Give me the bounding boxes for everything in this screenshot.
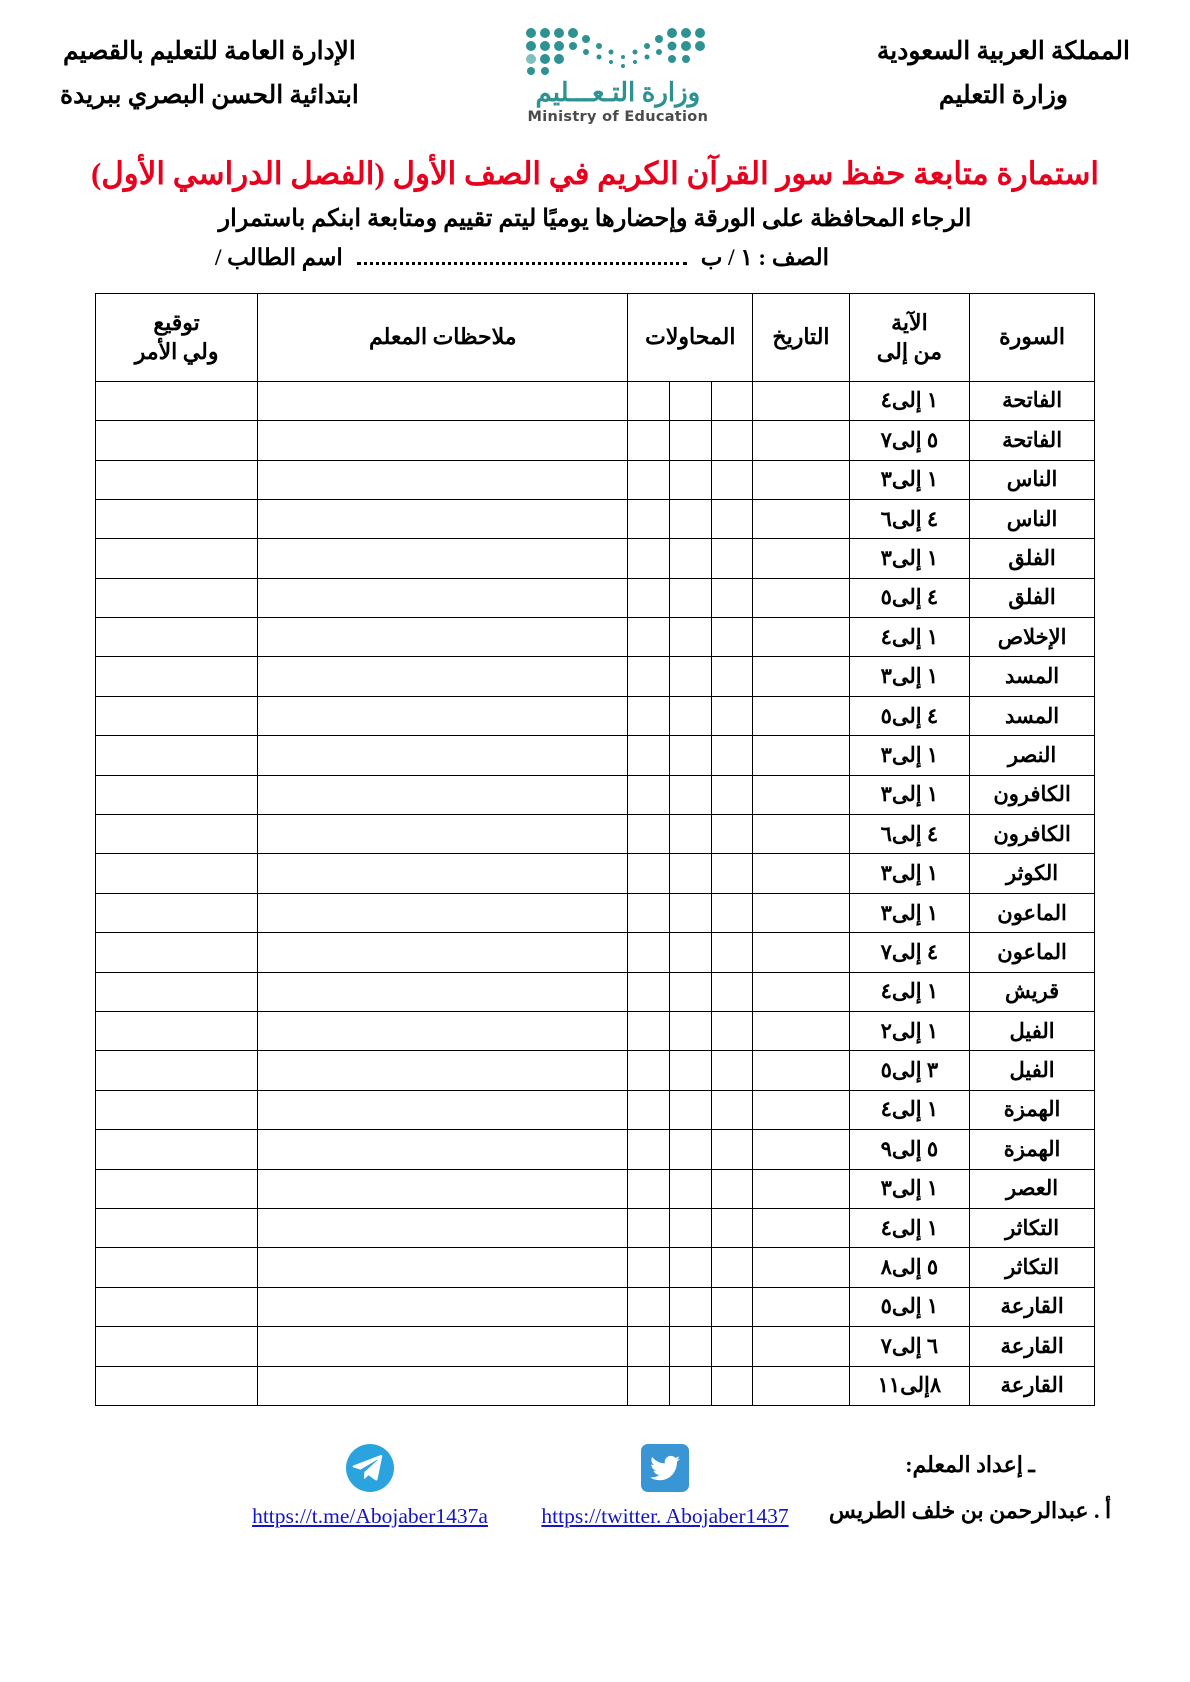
cell-attempt-3[interactable] xyxy=(628,1169,670,1208)
table-row xyxy=(96,736,1095,775)
cell-attempt-1[interactable] xyxy=(711,1090,753,1129)
prepared-by-label: ـ إعداد المعلم: xyxy=(905,1451,1035,1477)
cell-date[interactable] xyxy=(753,1287,849,1326)
cell-date[interactable] xyxy=(753,1012,849,1051)
cell-date[interactable] xyxy=(753,1208,849,1247)
cell-surah: القارعة xyxy=(970,1287,1095,1326)
cell-guardian-signature[interactable] xyxy=(96,1051,258,1090)
cell-guardian-signature[interactable] xyxy=(96,381,258,420)
header-ayah-line1: الآية xyxy=(891,309,928,335)
cell-attempt-3[interactable] xyxy=(628,1012,670,1051)
cell-surah: التكاثر xyxy=(970,1208,1095,1247)
cell-attempt-1[interactable] xyxy=(711,1287,753,1326)
cell-guardian-signature[interactable] xyxy=(96,1287,258,1326)
cell-attempt-1[interactable] xyxy=(711,499,753,538)
cell-attempt-2[interactable] xyxy=(670,1287,712,1326)
cell-attempt-1[interactable] xyxy=(711,1051,753,1090)
cell-attempt-1[interactable] xyxy=(711,933,753,972)
cell-attempt-2[interactable] xyxy=(670,736,712,775)
cell-date[interactable] xyxy=(753,381,849,420)
table-row xyxy=(96,1327,1095,1366)
header-ministry-line: وزارة التعليم xyxy=(938,81,1068,109)
cell-attempt-2[interactable] xyxy=(670,381,712,420)
cell-attempt-1[interactable] xyxy=(711,1012,753,1051)
cell-attempt-1[interactable] xyxy=(711,1130,753,1169)
cell-date[interactable] xyxy=(753,618,849,657)
cell-surah: الفيل xyxy=(970,1051,1095,1090)
cell-ayah-range: ١ إلى٣ xyxy=(849,775,969,814)
header-ayah-line2: من إلى xyxy=(876,339,942,365)
cell-guardian-signature[interactable] xyxy=(96,657,258,696)
cell-date[interactable] xyxy=(753,1248,849,1287)
table-row xyxy=(96,972,1095,1011)
table-row xyxy=(96,499,1095,538)
cell-teacher-notes[interactable] xyxy=(258,815,628,854)
table-row xyxy=(96,1130,1095,1169)
cell-surah: الفلق xyxy=(970,539,1095,578)
cell-teacher-notes[interactable] xyxy=(258,1169,628,1208)
ministry-logo xyxy=(493,22,743,125)
cell-ayah-range: ١ إلى٤ xyxy=(849,972,969,1011)
cell-ayah-range: ١ إلى٢ xyxy=(849,1012,969,1051)
table-row xyxy=(96,618,1095,657)
cell-attempt-2[interactable] xyxy=(670,618,712,657)
header-kingdom-line: المملكة العربية السعودية xyxy=(876,38,1130,65)
cell-attempt-1[interactable] xyxy=(711,815,753,854)
cell-guardian-signature[interactable] xyxy=(96,972,258,1011)
cell-ayah-range: ١ إلى٤ xyxy=(849,1208,969,1247)
cell-attempt-1[interactable] xyxy=(711,539,753,578)
cell-guardian-signature[interactable] xyxy=(96,421,258,460)
cell-attempt-2[interactable] xyxy=(670,775,712,814)
cell-attempt-3[interactable] xyxy=(628,657,670,696)
cell-surah: الإخلاص xyxy=(970,618,1095,657)
cell-attempt-3[interactable] xyxy=(628,933,670,972)
cell-surah: الناس xyxy=(970,499,1095,538)
cell-guardian-signature[interactable] xyxy=(96,1090,258,1129)
header-notes: ملاحظات المعلم xyxy=(258,293,628,381)
cell-attempt-2[interactable] xyxy=(670,1248,712,1287)
cell-attempt-1[interactable] xyxy=(711,460,753,499)
cell-ayah-range: ٤ إلى٧ xyxy=(849,933,969,972)
header-directorate-line: الإدارة العامة للتعليم بالقصيم xyxy=(62,38,356,65)
cell-teacher-notes[interactable] xyxy=(258,460,628,499)
cell-date[interactable] xyxy=(753,1327,849,1366)
cell-teacher-notes[interactable] xyxy=(258,1327,628,1366)
page-subtitle: الرجاء المحافظة على الورقة وإحضارها يوميًا ليتم تقييم ومتابعة ابنكم باستمرار xyxy=(218,205,972,232)
cell-surah: القارعة xyxy=(970,1366,1095,1405)
cell-surah: الفلق xyxy=(970,578,1095,617)
cell-ayah-range: ٤ إلى٥ xyxy=(849,578,969,617)
cell-surah: الكافرون xyxy=(970,815,1095,854)
table-row xyxy=(96,1248,1095,1287)
cell-ayah-range: ٦ إلى٧ xyxy=(849,1327,969,1366)
cell-teacher-notes[interactable] xyxy=(258,933,628,972)
teacher-name: أ . عبدالرحمن بن خلف الطريس xyxy=(828,1498,1112,1524)
header-ayah xyxy=(849,293,969,381)
cell-attempt-1[interactable] xyxy=(711,618,753,657)
cell-date[interactable] xyxy=(753,1051,849,1090)
cell-ayah-range: ١ إلى٣ xyxy=(849,657,969,696)
cell-teacher-notes[interactable] xyxy=(258,1287,628,1326)
memorization-table-wrapper xyxy=(95,293,1095,1406)
cell-surah: الناس xyxy=(970,460,1095,499)
cell-attempt-2[interactable] xyxy=(670,696,712,735)
cell-ayah-range: ٥ إلى٩ xyxy=(849,1130,969,1169)
cell-attempt-3[interactable] xyxy=(628,815,670,854)
cell-attempt-2[interactable] xyxy=(670,1169,712,1208)
cell-date[interactable] xyxy=(753,657,849,696)
cell-surah: الكافرون xyxy=(970,775,1095,814)
cell-ayah-range: ١ إلى٣ xyxy=(849,893,969,932)
cell-attempt-1[interactable] xyxy=(711,1366,753,1405)
header-date: التاريخ xyxy=(753,293,849,381)
cell-attempt-1[interactable] xyxy=(711,657,753,696)
cell-guardian-signature[interactable] xyxy=(96,736,258,775)
cell-attempt-2[interactable] xyxy=(670,460,712,499)
cell-attempt-3[interactable] xyxy=(628,696,670,735)
twitter-block[interactable] xyxy=(520,1442,810,1529)
twitter-icon[interactable] xyxy=(639,1442,691,1494)
cell-attempt-2[interactable] xyxy=(670,972,712,1011)
logo-english-text: Ministry of Education xyxy=(527,109,709,125)
teacher-credit-block xyxy=(810,1442,1130,1534)
cell-date[interactable] xyxy=(753,1366,849,1405)
cell-attempt-3[interactable] xyxy=(628,972,670,1011)
cell-teacher-notes[interactable] xyxy=(258,893,628,932)
table-body xyxy=(96,381,1095,1405)
telegram-block[interactable] xyxy=(220,1442,520,1529)
cell-date[interactable] xyxy=(753,893,849,932)
table-row xyxy=(96,421,1095,460)
cell-guardian-signature[interactable] xyxy=(96,933,258,972)
table-row xyxy=(96,1090,1095,1129)
cell-attempt-2[interactable] xyxy=(670,421,712,460)
cell-attempt-3[interactable] xyxy=(628,775,670,814)
cell-guardian-signature[interactable] xyxy=(96,1248,258,1287)
cell-attempt-1[interactable] xyxy=(711,893,753,932)
cell-attempt-2[interactable] xyxy=(670,1051,712,1090)
cell-surah: النصر xyxy=(970,736,1095,775)
cell-date[interactable] xyxy=(753,578,849,617)
cell-teacher-notes[interactable] xyxy=(258,1051,628,1090)
cell-teacher-notes[interactable] xyxy=(258,657,628,696)
cell-attempt-3[interactable] xyxy=(628,539,670,578)
cell-guardian-signature[interactable] xyxy=(96,854,258,893)
cell-ayah-range: ٥ إلى٧ xyxy=(849,421,969,460)
cell-guardian-signature[interactable] xyxy=(96,1366,258,1405)
cell-ayah-range: ٥ إلى٨ xyxy=(849,1248,969,1287)
cell-attempt-2[interactable] xyxy=(670,499,712,538)
cell-attempt-2[interactable] xyxy=(670,1366,712,1405)
header-right-block xyxy=(877,22,1130,118)
cell-teacher-notes[interactable] xyxy=(258,539,628,578)
page-footer xyxy=(0,1442,1190,1534)
cell-surah: الهمزة xyxy=(970,1130,1095,1169)
cell-guardian-signature[interactable] xyxy=(96,578,258,617)
table-row xyxy=(96,1366,1095,1405)
cell-attempt-1[interactable] xyxy=(711,736,753,775)
cell-attempt-3[interactable] xyxy=(628,460,670,499)
cell-ayah-range: ٨إلى١١ xyxy=(849,1366,969,1405)
cell-surah: الماعون xyxy=(970,893,1095,932)
cell-teacher-notes[interactable] xyxy=(258,775,628,814)
cell-attempt-2[interactable] xyxy=(670,893,712,932)
cell-attempt-2[interactable] xyxy=(670,578,712,617)
cell-date[interactable] xyxy=(753,460,849,499)
cell-teacher-notes[interactable] xyxy=(258,1090,628,1129)
cell-guardian-signature[interactable] xyxy=(96,499,258,538)
cell-guardian-signature[interactable] xyxy=(96,1208,258,1247)
cell-guardian-signature[interactable] xyxy=(96,539,258,578)
cell-date[interactable] xyxy=(753,696,849,735)
table-row xyxy=(96,1208,1095,1247)
cell-date[interactable] xyxy=(753,539,849,578)
cell-attempt-1[interactable] xyxy=(711,854,753,893)
cell-attempt-3[interactable] xyxy=(628,1130,670,1169)
memorization-table xyxy=(95,293,1095,1406)
cell-guardian-signature[interactable] xyxy=(96,1012,258,1051)
cell-date[interactable] xyxy=(753,1130,849,1169)
cell-teacher-notes[interactable] xyxy=(258,421,628,460)
cell-attempt-1[interactable] xyxy=(711,381,753,420)
header-attempts: المحاولات xyxy=(628,293,753,381)
cell-teacher-notes[interactable] xyxy=(258,1248,628,1287)
cell-date[interactable] xyxy=(753,736,849,775)
telegram-icon[interactable] xyxy=(344,1442,396,1494)
cell-attempt-3[interactable] xyxy=(628,736,670,775)
cell-attempt-2[interactable] xyxy=(670,1090,712,1129)
cell-attempt-1[interactable] xyxy=(711,775,753,814)
cell-surah: الهمزة xyxy=(970,1090,1095,1129)
cell-ayah-range: ٤ إلى٥ xyxy=(849,696,969,735)
cell-ayah-range: ١ إلى٣ xyxy=(849,460,969,499)
cell-attempt-2[interactable] xyxy=(670,539,712,578)
cell-attempt-3[interactable] xyxy=(628,1090,670,1129)
cell-date[interactable] xyxy=(753,499,849,538)
cell-ayah-range: ١ إلى٤ xyxy=(849,1090,969,1129)
header-signature xyxy=(96,293,258,381)
cell-guardian-signature[interactable] xyxy=(96,1130,258,1169)
cell-ayah-range: ١ إلى٥ xyxy=(849,1287,969,1326)
cell-teacher-notes[interactable] xyxy=(258,696,628,735)
cell-teacher-notes[interactable] xyxy=(258,1130,628,1169)
header-school-line: ابتدائية الحسن البصري ببريدة xyxy=(60,81,359,109)
cell-ayah-range: ٤ إلى٦ xyxy=(849,815,969,854)
cell-attempt-2[interactable] xyxy=(670,815,712,854)
table-row xyxy=(96,1169,1095,1208)
cell-surah: التكاثر xyxy=(970,1248,1095,1287)
cell-attempt-3[interactable] xyxy=(628,1287,670,1326)
cell-guardian-signature[interactable] xyxy=(96,618,258,657)
page-header xyxy=(0,0,1190,125)
table-row xyxy=(96,775,1095,814)
cell-teacher-notes[interactable] xyxy=(258,381,628,420)
cell-attempt-3[interactable] xyxy=(628,499,670,538)
cell-attempt-3[interactable] xyxy=(628,618,670,657)
header-left-block xyxy=(60,22,359,118)
student-name-blank[interactable] xyxy=(357,250,687,265)
cell-date[interactable] xyxy=(753,421,849,460)
header-signature-line1: توقيع xyxy=(153,309,200,335)
header-signature-line2: ولي الأمر xyxy=(134,339,219,365)
cell-attempt-1[interactable] xyxy=(711,1248,753,1287)
grade-label: الصف : ١ / ب xyxy=(700,244,829,270)
cell-teacher-notes[interactable] xyxy=(258,499,628,538)
table-row xyxy=(96,933,1095,972)
table-row xyxy=(96,854,1095,893)
cell-date[interactable] xyxy=(753,1090,849,1129)
cell-guardian-signature[interactable] xyxy=(96,893,258,932)
table-row xyxy=(96,1051,1095,1090)
table-row xyxy=(96,539,1095,578)
cell-attempt-3[interactable] xyxy=(628,381,670,420)
cell-attempt-3[interactable] xyxy=(628,1327,670,1366)
cell-surah: الماعون xyxy=(970,933,1095,972)
cell-attempt-2[interactable] xyxy=(670,933,712,972)
logo-arabic-text: وزارة التـعـــليم xyxy=(535,78,701,107)
cell-attempt-2[interactable] xyxy=(670,657,712,696)
cell-surah: الفاتحة xyxy=(970,381,1095,420)
cell-ayah-range: ١ إلى٤ xyxy=(849,381,969,420)
cell-attempt-3[interactable] xyxy=(628,893,670,932)
cell-guardian-signature[interactable] xyxy=(96,815,258,854)
cell-attempt-3[interactable] xyxy=(628,421,670,460)
cell-attempt-1[interactable] xyxy=(711,1169,753,1208)
cell-surah: المسد xyxy=(970,657,1095,696)
cell-attempt-1[interactable] xyxy=(711,1208,753,1247)
page-title: استمارة متابعة حفظ سور القرآن الكريم في الصف الأول (الفصل الدراسي الأول) xyxy=(90,156,1100,191)
cell-teacher-notes[interactable] xyxy=(258,972,628,1011)
cell-attempt-3[interactable] xyxy=(628,1208,670,1247)
table-row xyxy=(96,893,1095,932)
cell-attempt-3[interactable] xyxy=(628,854,670,893)
cell-attempt-3[interactable] xyxy=(628,1051,670,1090)
cell-ayah-range: ٣ إلى٥ xyxy=(849,1051,969,1090)
cell-attempt-2[interactable] xyxy=(670,1208,712,1247)
cell-surah: القارعة xyxy=(970,1327,1095,1366)
cell-attempt-2[interactable] xyxy=(670,1327,712,1366)
cell-ayah-range: ١ إلى٣ xyxy=(849,854,969,893)
cell-teacher-notes[interactable] xyxy=(258,578,628,617)
cell-attempt-1[interactable] xyxy=(711,1327,753,1366)
twitter-link[interactable]: https://twitter. Abojaber1437 xyxy=(541,1503,789,1528)
student-name-label: اسم الطالب / xyxy=(215,244,343,270)
cell-surah: المسد xyxy=(970,696,1095,735)
cell-surah: الفيل xyxy=(970,1012,1095,1051)
table-row xyxy=(96,578,1095,617)
table-row xyxy=(96,1287,1095,1326)
table-row xyxy=(96,460,1095,499)
cell-teacher-notes[interactable] xyxy=(258,1366,628,1405)
cell-date[interactable] xyxy=(753,815,849,854)
cell-surah: قريش xyxy=(970,972,1095,1011)
cell-guardian-signature[interactable] xyxy=(96,775,258,814)
cell-ayah-range: ١ إلى٣ xyxy=(849,736,969,775)
cell-guardian-signature[interactable] xyxy=(96,1327,258,1366)
telegram-link[interactable]: https://t.me/Abojaber1437a xyxy=(252,1503,488,1528)
cell-teacher-notes[interactable] xyxy=(258,1208,628,1247)
cell-attempt-2[interactable] xyxy=(670,854,712,893)
cell-ayah-range: ١ إلى٣ xyxy=(849,539,969,578)
cell-attempt-2[interactable] xyxy=(670,1012,712,1051)
cell-teacher-notes[interactable] xyxy=(258,854,628,893)
cell-attempt-2[interactable] xyxy=(670,1130,712,1169)
cell-ayah-range: ١ إلى٤ xyxy=(849,618,969,657)
cell-attempt-1[interactable] xyxy=(711,972,753,1011)
student-info-line xyxy=(0,245,1190,271)
cell-surah: الفاتحة xyxy=(970,421,1095,460)
cell-guardian-signature[interactable] xyxy=(96,1169,258,1208)
table-row xyxy=(96,381,1095,420)
cell-date[interactable] xyxy=(753,775,849,814)
table-row xyxy=(96,1012,1095,1051)
logo-dot-pattern-icon xyxy=(523,26,713,78)
cell-teacher-notes[interactable] xyxy=(258,1012,628,1051)
table-row xyxy=(96,657,1095,696)
title-area xyxy=(0,155,1190,233)
table-row xyxy=(96,696,1095,735)
cell-attempt-3[interactable] xyxy=(628,578,670,617)
cell-attempt-3[interactable] xyxy=(628,1366,670,1405)
cell-attempt-1[interactable] xyxy=(711,696,753,735)
cell-date[interactable] xyxy=(753,933,849,972)
cell-guardian-signature[interactable] xyxy=(96,696,258,735)
cell-guardian-signature[interactable] xyxy=(96,460,258,499)
cell-surah: العصر xyxy=(970,1169,1095,1208)
cell-ayah-range: ٤ إلى٦ xyxy=(849,499,969,538)
cell-surah: الكوثر xyxy=(970,854,1095,893)
header-surah: السورة xyxy=(970,293,1095,381)
cell-teacher-notes[interactable] xyxy=(258,736,628,775)
cell-ayah-range: ١ إلى٣ xyxy=(849,1169,969,1208)
cell-teacher-notes[interactable] xyxy=(258,618,628,657)
cell-date[interactable] xyxy=(753,1169,849,1208)
table-row xyxy=(96,815,1095,854)
table-header-row xyxy=(96,293,1095,381)
cell-attempt-1[interactable] xyxy=(711,421,753,460)
cell-attempt-3[interactable] xyxy=(628,1248,670,1287)
cell-attempt-1[interactable] xyxy=(711,578,753,617)
cell-date[interactable] xyxy=(753,972,849,1011)
cell-date[interactable] xyxy=(753,854,849,893)
